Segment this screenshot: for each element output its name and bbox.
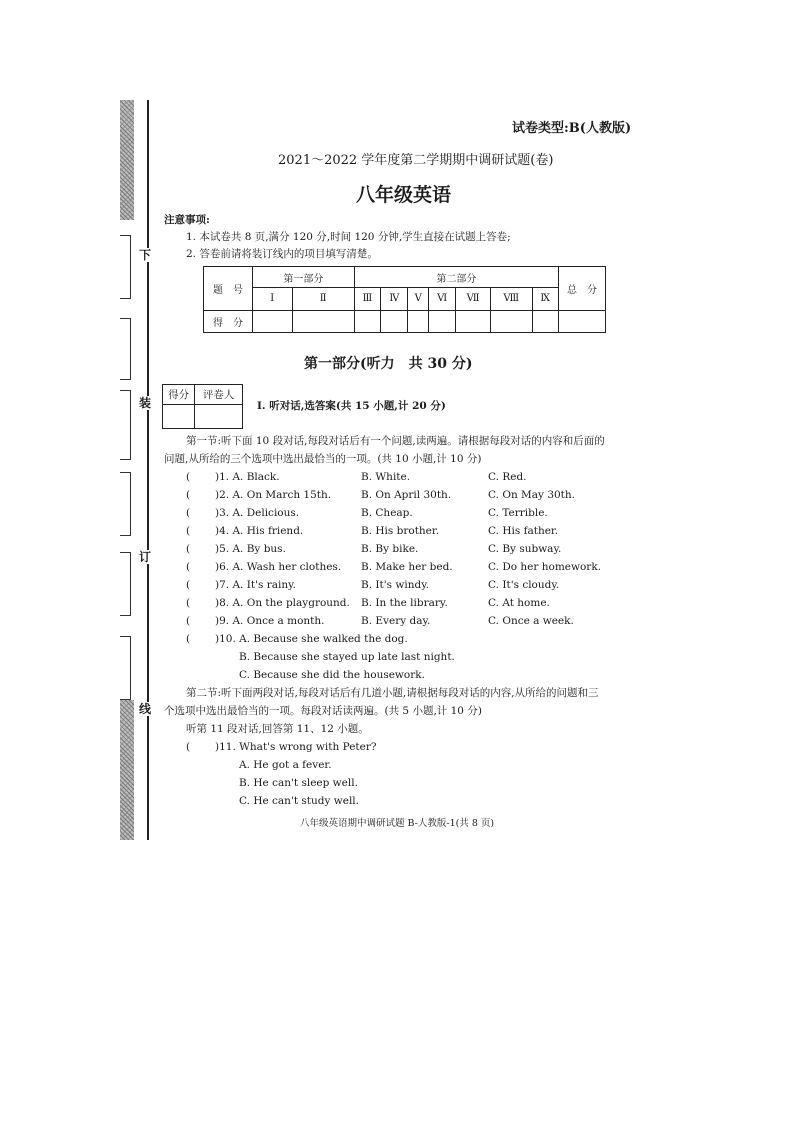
- scan-noise-strip-bottom: [120, 700, 134, 840]
- score-cell[interactable]: [408, 310, 428, 332]
- answer-bracket[interactable]: (: [186, 471, 191, 483]
- score-cell[interactable]: [456, 310, 491, 332]
- option-b: B. By bike.: [361, 543, 419, 555]
- option-b: B. Make her bed.: [361, 561, 453, 573]
- binding-mark-ding: 订: [139, 550, 152, 564]
- binding-mark-zhuang: 装: [139, 396, 152, 410]
- binding-bracket: [120, 636, 131, 700]
- part2-header: 第二部分: [354, 267, 558, 288]
- binding-bracket: [120, 235, 131, 299]
- grader-score-cell[interactable]: [163, 405, 195, 429]
- score-cell[interactable]: [292, 310, 354, 332]
- answer-bracket[interactable]: (: [186, 543, 191, 555]
- section2-intro: 第二节:听下面两段对话,每段对话后有几道小题,请根据每段对话的内容,从所给的问题和三: [186, 687, 599, 699]
- column-header: Ⅳ: [381, 288, 408, 310]
- part-title: 第一部分(听力 共 30 分): [304, 356, 473, 372]
- option-c: C. Do her homework.: [488, 561, 602, 573]
- section2-intro: 个选项中选出最恰当的一项。每段对话读两遍。(共 5 小题,计 10 分): [164, 705, 482, 717]
- option-a: )2. A. On March 15th.: [215, 489, 332, 501]
- option-a: )3. A. Delicious.: [215, 507, 300, 519]
- binding-bracket: [120, 390, 131, 460]
- dialog-note: 听第 11 段对话,回答第 11、12 小题。: [186, 723, 369, 735]
- option-a: )1. A. Black.: [215, 471, 280, 483]
- section1-intro: 问题,从所给的三个选项中选出最恰当的一项。(共 10 小题,计 10 分): [164, 453, 482, 465]
- column-header: Ⅷ: [490, 288, 532, 310]
- notes-item: 1. 本试卷共 8 页,满分 120 分,时间 120 分钟,学生直接在试题上答卷;: [186, 231, 511, 243]
- notes-title: 注意事项:: [164, 214, 210, 226]
- option-b: B. In the library.: [361, 597, 448, 609]
- exam-title: 2021～2022 学年度第二学期期中调研试题(卷): [278, 153, 554, 168]
- page-title: 八年级英语: [356, 184, 452, 206]
- binding-mark-xian: 线: [139, 702, 152, 716]
- section1-heading: Ⅰ. 听对话,选答案(共 15 小题,计 20 分): [257, 400, 446, 412]
- score-cell[interactable]: [381, 310, 408, 332]
- answer-bracket[interactable]: (: [186, 525, 191, 537]
- scan-noise-strip-top: [120, 100, 134, 220]
- option-c: C. Because she did the housework.: [239, 669, 425, 681]
- option-c: C. His father.: [488, 525, 559, 537]
- answer-bracket[interactable]: (: [186, 633, 191, 645]
- option-b: B. It's windy.: [361, 579, 430, 591]
- answer-bracket[interactable]: (: [186, 561, 191, 573]
- score-table: [203, 266, 606, 333]
- option-c: C. At home.: [488, 597, 550, 609]
- column-header: Ⅸ: [532, 288, 559, 310]
- option-a: )5. A. By bus.: [215, 543, 286, 555]
- binding-bracket: [120, 472, 131, 536]
- option-b: B. Cheap.: [361, 507, 413, 519]
- column-header: Ⅲ: [354, 288, 380, 310]
- option-c: C. Once a week.: [488, 615, 574, 627]
- answer-bracket[interactable]: (: [186, 741, 191, 753]
- binding-mark-xia: 下: [139, 248, 152, 262]
- question-11: )11. What's wrong with Peter?: [215, 741, 377, 753]
- option-c: C. It's cloudy.: [488, 579, 560, 591]
- column-header: Ⅶ: [456, 288, 491, 310]
- option-b: B. He can't sleep well.: [239, 777, 358, 789]
- binding-bracket: [120, 552, 131, 616]
- option-a: )4. A. His friend.: [215, 525, 304, 537]
- question-number-label: 题 号: [204, 267, 253, 311]
- option-a: )9. A. Once a month.: [215, 615, 325, 627]
- option-c: C. Terrible.: [488, 507, 548, 519]
- grader-score-label: 得分: [163, 385, 195, 405]
- option-c: C. On May 30th.: [488, 489, 576, 501]
- answer-bracket[interactable]: (: [186, 597, 191, 609]
- option-a: )7. A. It's rainy.: [215, 579, 296, 591]
- total-score-cell[interactable]: [559, 310, 606, 332]
- option-a: )10. A. Because she walked the dog.: [215, 633, 408, 645]
- option-b: B. Every day.: [361, 615, 431, 627]
- answer-bracket[interactable]: (: [186, 615, 191, 627]
- notes-item: 2. 答卷前请将装订线内的项目填写清楚。: [186, 248, 378, 260]
- option-a: )8. A. On the playground.: [215, 597, 350, 609]
- option-b: B. On April 30th.: [361, 489, 452, 501]
- option-b: B. Because she stayed up late last night.: [239, 651, 455, 663]
- answer-bracket[interactable]: (: [186, 507, 191, 519]
- option-b: B. White.: [361, 471, 411, 483]
- option-a: )6. A. Wash her clothes.: [215, 561, 342, 573]
- score-cell[interactable]: [490, 310, 532, 332]
- score-cell[interactable]: [428, 310, 455, 332]
- column-header: Ⅰ: [253, 288, 293, 310]
- grader-name-cell[interactable]: [195, 405, 243, 429]
- part1-header: 第一部分: [253, 267, 355, 288]
- score-cell[interactable]: [354, 310, 380, 332]
- answer-bracket[interactable]: (: [186, 489, 191, 501]
- option-b: B. His brother.: [361, 525, 440, 537]
- column-header: Ⅱ: [292, 288, 354, 310]
- column-header: Ⅵ: [428, 288, 455, 310]
- binding-line: [147, 100, 149, 840]
- option-c: C. By subway.: [488, 543, 562, 555]
- score-row-label: 得 分: [204, 310, 253, 332]
- binding-bracket: [120, 318, 131, 380]
- option-c: C. He can't study well.: [239, 795, 360, 807]
- section1-intro: 第一节:听下面 10 段对话,每段对话后有一个问题,读两遍。请根据每段对话的内容和后面的: [186, 435, 605, 447]
- answer-bracket[interactable]: (: [186, 579, 191, 591]
- option-c: C. Red.: [488, 471, 527, 483]
- grader-box: [162, 384, 243, 429]
- score-cell[interactable]: [253, 310, 293, 332]
- column-header: Ⅴ: [408, 288, 428, 310]
- grader-name-label: 评卷人: [195, 385, 243, 405]
- total-label: 总 分: [559, 267, 606, 311]
- option-a: A. He got a fever.: [239, 759, 332, 771]
- score-cell[interactable]: [532, 310, 559, 332]
- page-footer: 八年级英语期中调研试题 B-人教版-1(共 8 页): [300, 818, 495, 829]
- exam-type: 试卷类型:B(人教版): [512, 121, 632, 136]
